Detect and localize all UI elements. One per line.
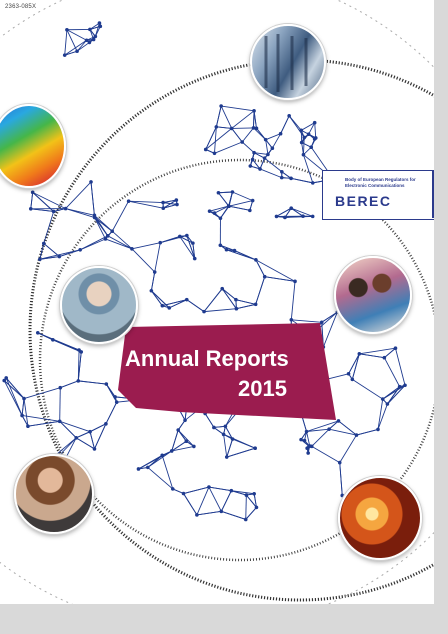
- network-node: [146, 466, 150, 470]
- network-link: [138, 455, 162, 469]
- network-link: [291, 178, 313, 183]
- network-node: [192, 445, 196, 449]
- network-node: [240, 140, 244, 144]
- network-link: [94, 424, 105, 449]
- network-node: [36, 331, 40, 335]
- network-link: [160, 236, 180, 242]
- network-node: [293, 280, 297, 284]
- network-link: [352, 354, 359, 380]
- network-link: [31, 192, 33, 208]
- network-node: [88, 430, 92, 434]
- network-node: [127, 199, 131, 203]
- network-node: [207, 485, 211, 489]
- network-node: [110, 229, 114, 233]
- network-link: [65, 30, 67, 55]
- network-link: [106, 402, 117, 424]
- network-link: [312, 429, 329, 446]
- network-link: [184, 487, 209, 493]
- network-node: [89, 180, 93, 184]
- network-node: [248, 209, 252, 213]
- network-link: [232, 111, 254, 129]
- network-node: [94, 35, 98, 39]
- network-link: [378, 404, 387, 429]
- network-node: [290, 318, 294, 322]
- network-link: [148, 455, 162, 467]
- network-node: [202, 310, 206, 314]
- network-link: [356, 429, 378, 435]
- network-link: [112, 201, 128, 231]
- network-link: [216, 127, 231, 129]
- network-link: [197, 487, 209, 515]
- network-node: [58, 420, 62, 424]
- network-node: [137, 467, 141, 471]
- network-node: [219, 243, 223, 247]
- network-link: [91, 182, 95, 218]
- network-node: [301, 214, 305, 218]
- network-link: [172, 430, 178, 451]
- berec-logo: BEREC: [335, 193, 392, 209]
- network-link: [260, 169, 282, 178]
- network-node: [213, 152, 217, 156]
- network-node: [305, 430, 309, 434]
- network-link: [197, 511, 221, 515]
- network-node: [347, 372, 351, 376]
- network-node: [171, 487, 175, 491]
- network-node: [287, 114, 291, 118]
- network-link: [178, 430, 194, 446]
- network-node: [52, 210, 56, 214]
- network-link: [66, 209, 95, 218]
- network-link: [312, 446, 340, 462]
- network-link: [231, 491, 254, 494]
- network-node: [302, 136, 306, 140]
- berec-logo-box: [322, 170, 434, 220]
- network-node: [383, 356, 387, 360]
- network-link: [60, 381, 78, 388]
- report-year: 2015: [238, 376, 287, 401]
- network-link: [254, 111, 256, 129]
- network-link: [272, 134, 280, 149]
- network-link: [78, 381, 106, 384]
- network-node: [398, 385, 402, 389]
- network-node: [271, 146, 275, 150]
- network-link: [24, 388, 60, 399]
- network-node: [220, 510, 224, 514]
- network-node: [299, 128, 303, 132]
- network-link: [291, 320, 321, 322]
- network-node: [167, 306, 171, 310]
- network-node: [161, 201, 165, 205]
- network-node: [88, 28, 92, 32]
- network-node: [251, 199, 255, 203]
- network-node: [403, 383, 407, 387]
- network-link: [214, 142, 242, 153]
- network-node: [22, 397, 26, 401]
- network-node: [254, 303, 258, 307]
- network-link: [226, 250, 255, 260]
- network-link: [227, 439, 233, 457]
- network-link: [155, 243, 161, 272]
- network-link: [221, 511, 245, 519]
- network-link: [266, 134, 281, 140]
- network-node: [51, 338, 55, 342]
- network-node: [263, 156, 267, 160]
- network-link: [229, 192, 232, 206]
- report-title: Annual Reports: [125, 346, 289, 371]
- network-node: [355, 433, 359, 437]
- network-node: [254, 258, 258, 262]
- datacenter-photo: [250, 24, 326, 100]
- network-node: [302, 153, 306, 157]
- network-link: [66, 182, 91, 209]
- network-node: [307, 132, 311, 136]
- network-node: [306, 451, 310, 455]
- network-link: [132, 243, 160, 249]
- network-link: [22, 415, 60, 421]
- network-link: [132, 249, 155, 272]
- network-node: [175, 203, 179, 207]
- network-node: [104, 422, 108, 426]
- network-node: [176, 428, 180, 432]
- network-link: [218, 193, 229, 207]
- network-node: [258, 167, 262, 171]
- network-link: [395, 348, 405, 385]
- network-node: [320, 321, 324, 325]
- network-link: [151, 291, 162, 306]
- network-link: [236, 304, 255, 308]
- network-node: [104, 237, 108, 241]
- network-node: [394, 346, 398, 350]
- network-link: [276, 208, 291, 216]
- network-link: [281, 116, 290, 134]
- network-node: [289, 206, 293, 210]
- network-link: [187, 300, 204, 312]
- network-link: [229, 206, 250, 210]
- network-node: [93, 216, 97, 220]
- network-node: [193, 257, 197, 261]
- network-link: [224, 434, 227, 457]
- network-link: [236, 300, 256, 305]
- network-node: [233, 249, 237, 253]
- network-link: [151, 291, 169, 308]
- network-link: [6, 378, 24, 399]
- network-link: [232, 192, 252, 201]
- network-link: [44, 211, 54, 243]
- network-node: [185, 298, 189, 302]
- network-node: [303, 439, 307, 443]
- network-link: [204, 289, 222, 312]
- network-node: [280, 170, 284, 174]
- network-link: [359, 354, 384, 358]
- network-node: [279, 132, 283, 136]
- network-node: [2, 379, 6, 383]
- network-link: [184, 494, 197, 515]
- network-node: [386, 402, 390, 406]
- network-node: [327, 427, 331, 431]
- network-link: [60, 388, 61, 422]
- network-node: [381, 397, 385, 401]
- network-node: [283, 216, 287, 220]
- network-node: [219, 104, 223, 108]
- woman-phone-photo: [14, 454, 94, 534]
- network-node: [185, 234, 189, 238]
- berec-accent-bar: [432, 170, 434, 218]
- network-node: [161, 206, 165, 210]
- network-node: [251, 158, 255, 162]
- network-node: [311, 215, 315, 219]
- network-node: [311, 181, 315, 185]
- network-node: [280, 176, 284, 180]
- network-node: [42, 242, 46, 246]
- network-node: [217, 191, 221, 195]
- network-link: [76, 432, 90, 438]
- network-link: [242, 128, 253, 142]
- network-node: [338, 461, 342, 465]
- network-node: [224, 424, 228, 428]
- network-link: [246, 507, 257, 519]
- network-node: [92, 38, 96, 42]
- network-node: [208, 209, 212, 213]
- network-node: [184, 439, 188, 443]
- students-photo: [334, 256, 412, 334]
- network-link: [44, 243, 60, 256]
- network-node: [337, 419, 341, 423]
- network-node: [38, 257, 42, 261]
- network-node: [75, 49, 79, 53]
- network-node: [212, 426, 216, 430]
- network-link: [22, 399, 24, 416]
- network-node: [300, 141, 304, 145]
- network-node: [358, 352, 362, 356]
- network-link: [221, 106, 254, 111]
- network-node: [115, 400, 119, 404]
- network-node: [252, 151, 256, 155]
- network-node: [78, 248, 82, 252]
- network-node: [161, 304, 165, 308]
- network-node: [244, 518, 248, 522]
- network-node: [252, 492, 256, 496]
- network-link: [232, 128, 243, 142]
- network-node: [58, 386, 62, 390]
- network-link: [221, 491, 231, 512]
- network-link: [218, 192, 232, 193]
- network-node: [249, 164, 253, 168]
- network-node: [88, 41, 92, 45]
- network-node: [219, 216, 223, 220]
- network-link: [378, 399, 383, 429]
- network-node: [313, 121, 317, 125]
- network-link: [221, 106, 232, 128]
- network-node: [106, 234, 110, 238]
- network-link: [291, 281, 295, 319]
- network-node: [307, 444, 311, 448]
- network-link: [340, 435, 357, 463]
- network-node: [178, 235, 182, 239]
- network-node: [130, 247, 134, 251]
- issn-number: 2363-085X: [5, 4, 37, 10]
- network-node: [227, 204, 231, 208]
- elderly-person-photo: [60, 266, 138, 344]
- network-link: [80, 236, 108, 250]
- network-link: [384, 358, 399, 387]
- network-link: [242, 142, 254, 153]
- network-link: [289, 116, 304, 138]
- network-node: [275, 215, 279, 219]
- network-node: [64, 207, 68, 211]
- network-link: [205, 413, 214, 427]
- fiber-lights-photo: [338, 476, 422, 560]
- network-node: [351, 378, 355, 382]
- network-link: [163, 204, 177, 208]
- network-node: [230, 489, 234, 493]
- network-link: [227, 448, 255, 457]
- network-node: [85, 38, 89, 42]
- network-link: [65, 51, 77, 55]
- network-node: [113, 395, 117, 399]
- network-link: [204, 309, 236, 312]
- network-node: [253, 446, 257, 450]
- network-node: [245, 493, 249, 497]
- network-link: [28, 421, 60, 426]
- network-node: [213, 211, 217, 215]
- network-link: [229, 201, 253, 207]
- network-node: [220, 287, 224, 291]
- network-node: [376, 428, 380, 432]
- network-link: [65, 40, 87, 55]
- network-node: [58, 255, 62, 259]
- network-link: [323, 312, 337, 347]
- network-node: [266, 153, 270, 157]
- network-node: [150, 289, 154, 293]
- network-node: [160, 454, 164, 458]
- network-link: [216, 106, 221, 127]
- network-link: [151, 272, 154, 291]
- network-node: [183, 418, 187, 422]
- network-node: [235, 307, 239, 311]
- network-link: [315, 123, 316, 138]
- network-node: [20, 414, 24, 418]
- network-node: [255, 506, 259, 510]
- network-node: [99, 25, 103, 29]
- network-node: [314, 136, 318, 140]
- network-link: [246, 495, 247, 519]
- network-node: [204, 148, 208, 152]
- network-node: [230, 127, 234, 131]
- network-node: [98, 21, 102, 25]
- network-node: [74, 436, 78, 440]
- network-node: [31, 191, 35, 195]
- network-link: [33, 192, 66, 208]
- network-node: [299, 438, 303, 442]
- network-node: [79, 350, 83, 354]
- network-link: [105, 239, 132, 249]
- network-node: [195, 513, 199, 517]
- title-band: [118, 323, 336, 420]
- network-node: [252, 109, 256, 113]
- network-node: [175, 198, 179, 202]
- network-node: [234, 298, 238, 302]
- network-node: [158, 241, 162, 245]
- network-node: [170, 449, 174, 453]
- network-link: [206, 128, 232, 149]
- network-node: [153, 270, 157, 274]
- network-node: [255, 127, 259, 131]
- network-node: [231, 190, 235, 194]
- network-node: [225, 248, 229, 252]
- network-node: [264, 138, 268, 142]
- berec-full-name: Body of European Regulators for Electronic Communications: [345, 177, 416, 188]
- network-node: [231, 437, 235, 441]
- network-link: [349, 354, 360, 374]
- network-node: [105, 382, 109, 386]
- network-node: [222, 433, 226, 437]
- network-link: [256, 128, 265, 139]
- network-node: [225, 455, 229, 459]
- network-link: [209, 487, 231, 491]
- page-margin: [0, 604, 448, 634]
- network-link: [106, 384, 115, 397]
- network-node: [191, 241, 195, 245]
- network-node: [182, 492, 186, 496]
- network-node: [93, 447, 97, 451]
- network-link: [209, 487, 221, 511]
- network-link: [90, 424, 106, 432]
- network-node: [289, 177, 293, 181]
- network-link: [256, 277, 265, 305]
- network-link: [340, 463, 343, 496]
- network-link: [352, 379, 382, 399]
- network-node: [63, 53, 67, 57]
- network-node: [65, 28, 69, 32]
- network-node: [215, 125, 219, 129]
- network-node: [263, 275, 267, 279]
- network-node: [26, 424, 30, 428]
- network-node: [76, 379, 80, 383]
- network-node: [29, 207, 33, 211]
- network-node: [309, 145, 313, 149]
